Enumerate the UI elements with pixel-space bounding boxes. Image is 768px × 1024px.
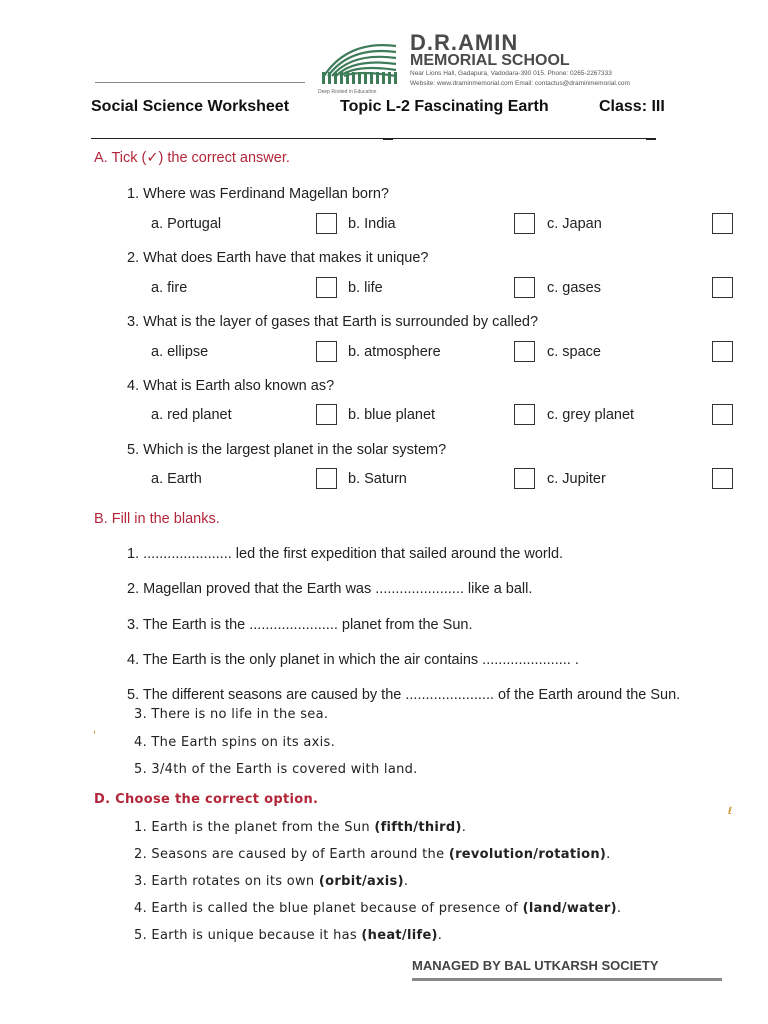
option-a: a. Earth (151, 471, 202, 487)
question-text: 3. Earth rotates on its own (134, 874, 319, 889)
fill-blank-2: 2. Magellan proved that the Earth was ...................... like a ball. (127, 581, 533, 597)
topic-title: Topic L-2 Fascinating Earth (340, 98, 549, 115)
option-c: c. Jupiter (547, 471, 606, 487)
choice-text: (fifth/third) (374, 820, 462, 835)
underline-mark (383, 138, 393, 140)
checkbox-2c[interactable] (712, 277, 733, 298)
question-4: 4. What is Earth also known as? (127, 378, 335, 394)
choice-text: (revolution/rotation) (448, 847, 607, 862)
school-tagline: Deep Rooted in Education (318, 89, 377, 95)
checkbox-4c[interactable] (712, 404, 733, 425)
checkbox-3b[interactable] (514, 341, 535, 362)
school-address: Near Lions Hall, Gadapura, Vadodara-390 015. Phone: 0265-2267333 (410, 70, 612, 77)
footer-text: MANAGED BY BAL UTKARSH SOCIETY (412, 958, 659, 973)
option-a: a. ellipse (151, 344, 209, 360)
option-b: b. India (348, 216, 396, 232)
section-a-heading: A. Tick (✓) the correct answer. (94, 150, 290, 166)
option-a: a. fire (151, 280, 188, 296)
worksheet-title: Social Science Worksheet (91, 98, 290, 115)
option-c: c. grey planet (547, 407, 635, 423)
option-b: b. atmosphere (348, 344, 441, 360)
option-b: b. life (348, 280, 383, 296)
statement-3: 3. There is no life in the sea. (134, 707, 329, 722)
checkbox-4a[interactable] (316, 404, 337, 425)
footer-divider (412, 978, 722, 981)
stray-mark: ℓ (728, 806, 733, 817)
checkbox-4b[interactable] (514, 404, 535, 425)
option-c: c. gases (547, 280, 601, 296)
question-text: 1. Earth is the planet from the Sun (134, 820, 375, 835)
punctuation: . (461, 820, 467, 835)
choice-text: (land/water) (522, 901, 617, 916)
question-text: 5. Earth is unique because it has (134, 928, 362, 943)
section-b-heading: B. Fill in the blanks. (94, 511, 220, 527)
class-label: Class: III (599, 98, 665, 115)
school-name: D.R.AMIN (410, 30, 519, 55)
question-text: 4. Earth is called the blue planet because of presence of (134, 901, 523, 916)
option-a: a. red planet (151, 407, 232, 423)
choice-text: (orbit/axis) (318, 874, 404, 889)
option-question-5 (134, 928, 442, 943)
option-question-2 (134, 847, 611, 862)
statement-5: 5. 3/4th of the Earth is covered with land. (134, 762, 418, 777)
option-question-4 (134, 901, 621, 916)
punctuation: . (437, 928, 443, 943)
option-a: a. Portugal (151, 216, 222, 232)
checkbox-2a[interactable] (316, 277, 337, 298)
fill-blank-4: 4. The Earth is the only planet in which the air contains ...................... . (127, 652, 579, 668)
checkbox-1a[interactable] (316, 213, 337, 234)
question-1: 1. Where was Ferdinand Magellan born? (127, 186, 389, 202)
option-c: c. Japan (547, 216, 602, 232)
checkbox-5b[interactable] (514, 468, 535, 489)
question-5: 5. Which is the largest planet in the solar system? (127, 442, 447, 458)
question-2: 2. What does Earth have that makes it unique? (127, 250, 429, 266)
option-b: b. Saturn (348, 471, 407, 487)
checkbox-3a[interactable] (316, 341, 337, 362)
statement-4: 4. The Earth spins on its axis. (134, 735, 336, 750)
fill-blank-1: 1. ...................... led the first expedition that sailed around the world. (127, 546, 564, 562)
checkbox-1b[interactable] (514, 213, 535, 234)
option-c: c. space (547, 344, 601, 360)
section-d-heading: D. Choose the correct option. (94, 792, 319, 807)
checkbox-3c[interactable] (712, 341, 733, 362)
school-subtitle: MEMORIAL SCHOOL (410, 52, 570, 69)
punctuation: . (616, 901, 622, 916)
fill-blank-3: 3. The Earth is the ...................... planet from the Sun. (127, 617, 473, 633)
header-divider (95, 82, 305, 83)
option-b: b. blue planet (348, 407, 436, 423)
school-contact: Website: www.draminmemorial.com Email: contactus@draminmemorial.com (410, 80, 630, 87)
option-question-1 (134, 820, 466, 835)
school-logo (318, 36, 402, 88)
checkbox-5c[interactable] (712, 468, 733, 489)
option-question-3 (134, 874, 408, 889)
punctuation: . (403, 874, 409, 889)
checkbox-2b[interactable] (514, 277, 535, 298)
question-3: 3. What is the layer of gases that Earth is surrounded by called? (127, 314, 539, 330)
title-underline (91, 138, 656, 139)
stray-mark: ' (93, 730, 96, 741)
choice-text: (heat/life) (361, 928, 438, 943)
checkbox-1c[interactable] (712, 213, 733, 234)
punctuation: . (606, 847, 611, 862)
fill-blank-5: 5. The different seasons are caused by the ...................... of the Earth around the Sun. (127, 687, 681, 703)
underline-mark (646, 138, 656, 140)
question-text: 2. Seasons are caused by of Earth around the (134, 847, 449, 862)
checkbox-5a[interactable] (316, 468, 337, 489)
